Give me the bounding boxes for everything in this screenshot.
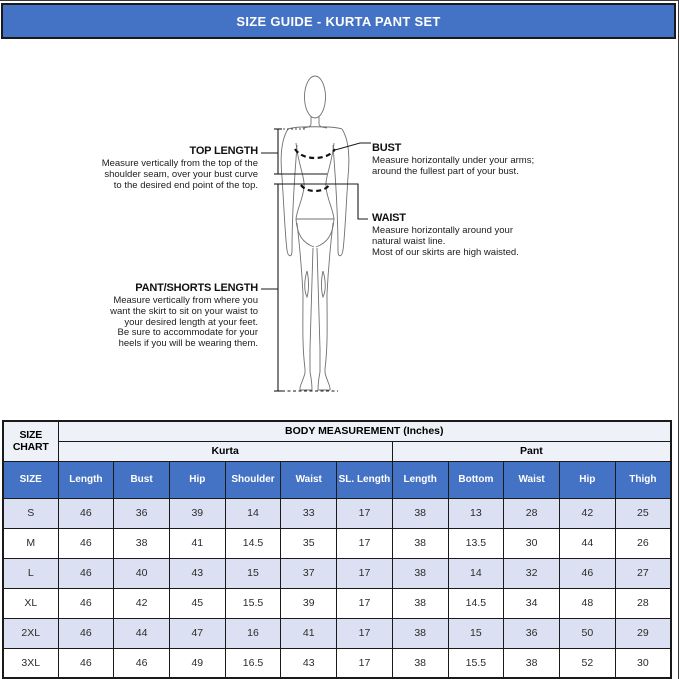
column-header: Length bbox=[58, 461, 114, 498]
measurement-diagram bbox=[0, 39, 679, 420]
size-cell: M bbox=[3, 528, 58, 558]
waist-leader-line bbox=[278, 184, 368, 219]
column-header: Hip bbox=[169, 461, 225, 498]
size-cell: 3XL bbox=[3, 648, 58, 678]
column-header: SL. Length bbox=[337, 461, 393, 498]
kurta-section-header: Kurta bbox=[58, 441, 392, 461]
body-measurement-header: BODY MEASUREMENT (Inches) bbox=[58, 421, 671, 441]
value-cell: 17 bbox=[337, 528, 393, 558]
value-cell: 46 bbox=[58, 648, 114, 678]
value-cell: 30 bbox=[504, 528, 560, 558]
value-cell: 46 bbox=[58, 558, 114, 588]
value-cell: 43 bbox=[281, 648, 337, 678]
value-cell: 38 bbox=[392, 558, 448, 588]
value-cell: 49 bbox=[169, 648, 225, 678]
size-cell: 2XL bbox=[3, 618, 58, 648]
value-cell: 38 bbox=[392, 588, 448, 618]
value-cell: 42 bbox=[114, 588, 170, 618]
column-header: Thigh bbox=[615, 461, 671, 498]
value-cell: 52 bbox=[559, 648, 615, 678]
value-cell: 46 bbox=[58, 498, 114, 528]
value-cell: 47 bbox=[169, 618, 225, 648]
value-cell: 14 bbox=[225, 498, 281, 528]
value-cell: 38 bbox=[392, 498, 448, 528]
top-length-label bbox=[102, 145, 258, 191]
value-cell: 32 bbox=[504, 558, 560, 588]
value-cell: 41 bbox=[169, 528, 225, 558]
size-chart-corner-cell: SIZE CHART bbox=[3, 421, 58, 461]
waist-title: WAIST bbox=[372, 212, 406, 224]
value-cell: 38 bbox=[392, 648, 448, 678]
value-cell: 38 bbox=[392, 618, 448, 648]
value-cell: 16 bbox=[225, 618, 281, 648]
value-cell: 28 bbox=[615, 588, 671, 618]
size-chart-table bbox=[2, 420, 672, 679]
waist-label bbox=[372, 212, 519, 258]
value-cell: 39 bbox=[281, 588, 337, 618]
value-cell: 33 bbox=[281, 498, 337, 528]
column-header: Shoulder bbox=[225, 461, 281, 498]
pant-length-desc: Measure vertically from where you want the skirt to sit on your waist to your desired length at your feet. Be sure to accommodate for your heels if you will be wearing them. bbox=[110, 295, 258, 350]
column-header: Bust bbox=[114, 461, 170, 498]
table-row-size-s bbox=[3, 498, 671, 528]
bust-label bbox=[372, 142, 534, 178]
value-cell: 37 bbox=[281, 558, 337, 588]
figure-head bbox=[305, 76, 326, 118]
column-header-size: SIZE bbox=[3, 461, 58, 498]
table-row-size-2xl bbox=[3, 618, 671, 648]
value-cell: 17 bbox=[337, 498, 393, 528]
value-cell: 17 bbox=[337, 648, 393, 678]
column-header: Length bbox=[392, 461, 448, 498]
value-cell: 42 bbox=[559, 498, 615, 528]
value-cell: 15 bbox=[448, 618, 504, 648]
top-length-desc: Measure vertically from the top of the shoulder seam, over your bust curve to the desired end point of the top. bbox=[101, 158, 258, 191]
column-header: Hip bbox=[559, 461, 615, 498]
value-cell: 16.5 bbox=[225, 648, 281, 678]
value-cell: 36 bbox=[504, 618, 560, 648]
table-row-sections bbox=[3, 441, 671, 461]
value-cell: 29 bbox=[615, 618, 671, 648]
value-cell: 34 bbox=[504, 588, 560, 618]
table-row-size-m bbox=[3, 528, 671, 558]
waist-dashed-line bbox=[301, 185, 329, 191]
waist-desc: Measure horizontally around your natural waist line. Most of our skirts are high waisted. bbox=[372, 225, 519, 258]
value-cell: 17 bbox=[337, 588, 393, 618]
pant-length-title: PANT/SHORTS LENGTH bbox=[135, 282, 258, 294]
value-cell: 46 bbox=[58, 528, 114, 558]
value-cell: 38 bbox=[114, 528, 170, 558]
column-header: Bottom bbox=[448, 461, 504, 498]
body-figure-svg bbox=[0, 39, 679, 420]
pant-length-measure-line bbox=[274, 184, 338, 391]
value-cell: 15 bbox=[225, 558, 281, 588]
bust-desc: Measure horizontally under your arms; around the fullest part of your bust. bbox=[372, 155, 535, 177]
value-cell: 36 bbox=[114, 498, 170, 528]
bust-dashed-line bbox=[295, 149, 335, 158]
table-row-size-xl bbox=[3, 588, 671, 618]
value-cell: 50 bbox=[559, 618, 615, 648]
value-cell: 13 bbox=[448, 498, 504, 528]
value-cell: 14.5 bbox=[448, 588, 504, 618]
value-cell: 43 bbox=[169, 558, 225, 588]
table-row-size-3xl bbox=[3, 648, 671, 678]
page-title: SIZE GUIDE - KURTA PANT SET bbox=[236, 13, 441, 29]
value-cell: 27 bbox=[615, 558, 671, 588]
value-cell: 39 bbox=[169, 498, 225, 528]
top-length-title: TOP LENGTH bbox=[189, 145, 258, 157]
column-header: Waist bbox=[281, 461, 337, 498]
table-row-group-header bbox=[3, 421, 671, 441]
value-cell: 17 bbox=[337, 558, 393, 588]
value-cell: 48 bbox=[559, 588, 615, 618]
value-cell: 46 bbox=[58, 588, 114, 618]
value-cell: 44 bbox=[559, 528, 615, 558]
size-cell: L bbox=[3, 558, 58, 588]
value-cell: 35 bbox=[281, 528, 337, 558]
value-cell: 14.5 bbox=[225, 528, 281, 558]
value-cell: 46 bbox=[559, 558, 615, 588]
table-row-size-l bbox=[3, 558, 671, 588]
value-cell: 13.5 bbox=[448, 528, 504, 558]
value-cell: 46 bbox=[58, 618, 114, 648]
value-cell: 28 bbox=[504, 498, 560, 528]
value-cell: 15.5 bbox=[225, 588, 281, 618]
column-header: Waist bbox=[504, 461, 560, 498]
value-cell: 15.5 bbox=[448, 648, 504, 678]
value-cell: 41 bbox=[281, 618, 337, 648]
banner bbox=[1, 3, 676, 39]
value-cell: 14 bbox=[448, 558, 504, 588]
figure-outline bbox=[281, 76, 349, 390]
value-cell: 17 bbox=[337, 618, 393, 648]
value-cell: 25 bbox=[615, 498, 671, 528]
pant-section-header: Pant bbox=[392, 441, 671, 461]
value-cell: 38 bbox=[504, 648, 560, 678]
value-cell: 40 bbox=[114, 558, 170, 588]
bust-title: BUST bbox=[372, 142, 402, 154]
value-cell: 45 bbox=[169, 588, 225, 618]
value-cell: 26 bbox=[615, 528, 671, 558]
table-column-header-row bbox=[3, 461, 671, 498]
size-cell: XL bbox=[3, 588, 58, 618]
value-cell: 44 bbox=[114, 618, 170, 648]
bust-leader-line bbox=[335, 143, 371, 150]
value-cell: 46 bbox=[114, 648, 170, 678]
value-cell: 38 bbox=[392, 528, 448, 558]
pant-length-label bbox=[110, 282, 258, 350]
size-cell: S bbox=[3, 498, 58, 528]
value-cell: 30 bbox=[615, 648, 671, 678]
